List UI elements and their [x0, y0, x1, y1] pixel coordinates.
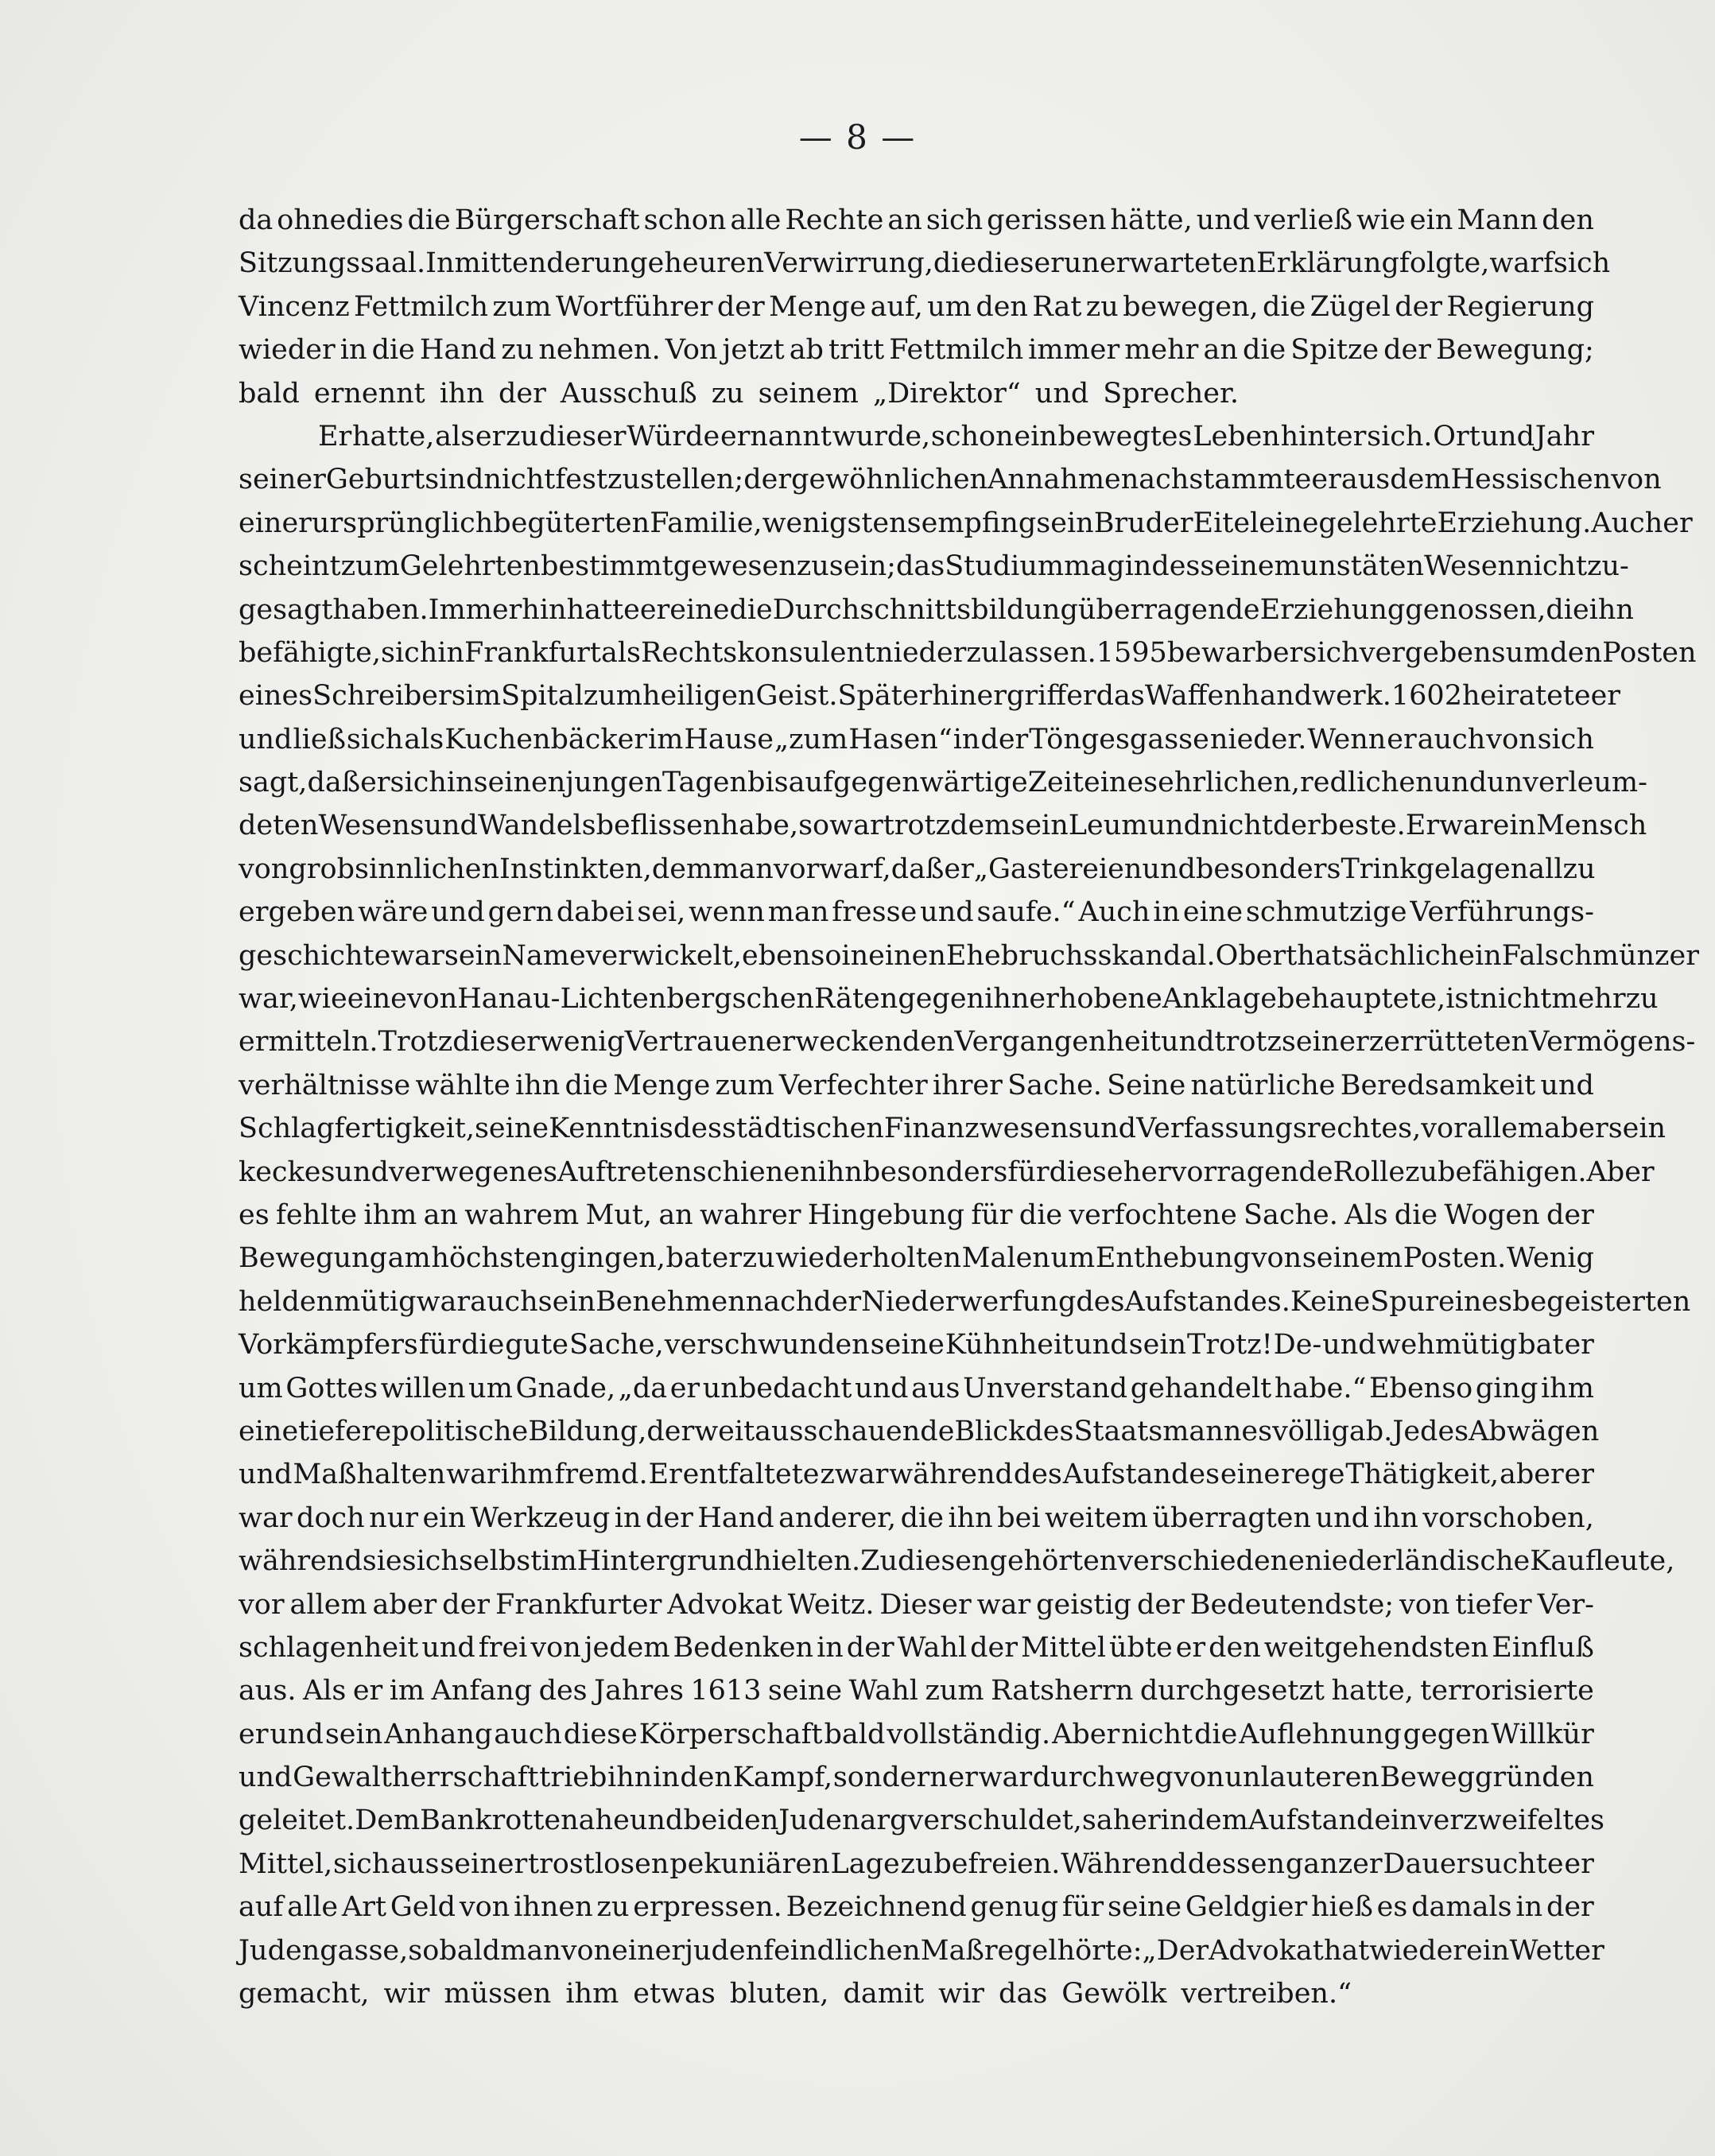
text-line: und Gewaltherrschaft trieb ihn in den Kampf, sondern er war durchweg von unlauteren Beweggründen [239, 1762, 1594, 1794]
text-line: keckes und verwegenes Auftreten schienen ihn besonders für diese hervorragende Rolle zu befähigen. Aber [239, 1156, 1655, 1188]
text-line: während sie sich selbst im Hintergrund hielten. Zu diesen gehörten verschiedene niederländische Kaufleute, [239, 1545, 1675, 1578]
text-line: ermitteln. Trotz dieser wenig Vertrauen erweckenden Vergangenheit und trotz seiner zerrütteten Vermögens- [239, 1026, 1696, 1059]
text-line: eine tiefere politische Bildung, der weit ausschauende Blick des Staatsmannes völlig ab. Jedes Abwägen [239, 1415, 1600, 1447]
text-line: um Gottes willen um Gnade, „da er unbedacht und aus Unverstand gehandelt habe.“ Ebenso ging ihm [239, 1372, 1594, 1404]
text-line: Bewegung am höchsten gingen, bat er zu wiederholten Malen um Enthebung von seinem Posten. Wenig [239, 1242, 1594, 1275]
text-line: und ließ sich als Kuchenbäcker im Hause „zum Hasen“ in der Töngesgasse nieder. Wenn er auch von sich [239, 723, 1594, 756]
text-line: geschichte war sein Name verwickelt, ebenso in einen Ehebruchsskandal. Ob er thatsächlich ein Falschmünzer [239, 939, 1699, 972]
text-line: Judengasse, sobald man von einer judenfeindlichen Maßregel hörte: „Der Advokat hat wieder ein Wetter [239, 1934, 1604, 1967]
text-line: war doch nur ein Werkzeug in der Hand anderer, die ihn bei weitem überragten und ihn vorschoben, [239, 1501, 1594, 1534]
text-line: seiner Geburt sind nicht festzustellen; der gewöhnlichen Annahme nach stammte er aus dem Hessischen von [239, 464, 1662, 496]
text-line: er und sein Anhang auch diese Körperschaft bald vollständig. Aber nicht die Auflehnung gegen Willkür [239, 1718, 1594, 1750]
text-line: vor allem aber der Frankfurter Advokat Weitz. Dieser war geistig der Bedeutendste; von tiefer Ver- [239, 1588, 1594, 1621]
text-line: Sitzungssaal. Inmitten der ungeheuren Verwirrung, die dieser unerwarteten Erklärung folgte, warf sich [239, 247, 1611, 280]
text-line: aus. Als er im Anfang des Jahres 1613 seine Wahl zum Ratsherrn durchgesetzt hatte, terrorisierte [239, 1675, 1594, 1707]
text-line: schlagenheit und frei von jedem Bedenken in der Wahl der Mittel übte er den weitgehendsten Einfluß [239, 1631, 1594, 1664]
text-line: Schlagfertigkeit, seine Kenntnis des städtischen Finanzwesens und Verfassungsrechtes, vor allem aber sein [239, 1113, 1666, 1145]
text-line: einer ursprünglich begüterten Familie, wenigstens empfing sein Bruder Eitel eine gelehrte Erziehung. Auch er [239, 507, 1693, 539]
text-line: und Maßhalten war ihm fremd. Er entfaltete zwar während des Aufstandes eine rege Thätigkeit, aber er [239, 1459, 1594, 1491]
text-line: deten Wesens und Wandels beflissen habe, so war trotzdem sein Leumund nicht der beste. Er war ein Mensch [239, 810, 1647, 842]
page-number: — 8 — [798, 118, 917, 157]
text-line: eines Schreibers im Spital zum heiligen Geist. Späterhin ergriff er das Waffenhandwerk. 1602 heiratete er [239, 680, 1621, 713]
text-line: da ohnedies die Bürgerschaft schon alle Rechte an sich gerissen hätte, und verließ wie ein Mann den [239, 204, 1594, 236]
text-line: bald ernennt ihn der Ausschuß zu seinem „Direktor“ und Sprecher. [239, 377, 1239, 410]
text-line: heldenmütig war auch sein Benehmen nach der Niederwerfung des Aufstandes. Keine Spur eines begeisterten [239, 1285, 1691, 1318]
text-line: gesagt haben. Immerhin hatte er eine die Durchschnittsbildung überragende Erziehung genossen, die ihn [239, 593, 1634, 626]
text-line: ergeben wäre und gern dabei sei, wenn man fresse und saufe.“ Auch in eine schmutzige Verführungs- [239, 896, 1594, 929]
text-line: es fehlte ihm an wahrem Mut, an wahrer Hingebung für die verfochtene Sache. Als die Wogen der [239, 1198, 1594, 1231]
text-line: scheint zum Gelehrten bestimmt gewesen zu sein; das Studium mag indes seinem unstäten Wesen nicht zu- [239, 550, 1629, 583]
text-line: Er hatte, als er zu dieser Würde ernannt wurde, schon ein bewegtes Leben hinter sich. Ort und Jahr [318, 420, 1594, 453]
text-line: sagt, daß er sich in seinen jungen Tagen bis auf gegenwärtige Zeit eines ehrlichen, redlichen und unverleum- [239, 767, 1647, 799]
text-line: von grobsinnlichen Instinkten, dem man vorwarf, daß er „Gastereien und besonders Trinkgelagen allzu [239, 853, 1596, 885]
text-line: war, wie eine von Hanau-Lichtenbergschen Räten gegen ihn erhobene Anklage behauptete, ist nicht mehr zu [239, 983, 1659, 1016]
text-line: geleitet. Dem Bankrotte nahe und bei den Juden arg verschuldet, sah er in dem Aufstand ein verzweifeltes [239, 1804, 1605, 1837]
text-line: wieder in die Hand zu nehmen. Von jetzt ab tritt Fettmilch immer mehr an die Spitze der Bewegung; [239, 334, 1594, 367]
text-line: befähigte, sich in Frankfurt als Rechtskonsulent niederzulassen. 1595 bewarb er sich vergebens um den Posten [239, 636, 1697, 669]
text-line: Mittel, sich aus seiner trostlosen pekuniären Lage zu befreien. Während dessen ganzer Dauer suchte er [239, 1847, 1594, 1880]
paragraph [239, 415, 1699, 2015]
body-text [239, 199, 1699, 2015]
paragraph [239, 199, 1611, 415]
text-line: auf alle Art Geld von ihnen zu erpressen. Bezeichnend genug für seine Geldgier hieß es damals in der [239, 1891, 1594, 1924]
text-line: gemacht, wir müssen ihm etwas bluten, damit wir das Gewölk vertreiben.“ [239, 1978, 1352, 2010]
text-line: Vorkämpfers für die gute Sache, verschwunden seine Kühnheit und sein Trotz! De- und wehmütig bat er [239, 1329, 1594, 1362]
text-line: verhältnisse wählte ihn die Menge zum Verfechter ihrer Sache. Seine natürliche Beredsamkeit und [239, 1069, 1594, 1101]
text-line: Vincenz Fettmilch zum Wortführer der Menge auf, um den Rat zu bewegen, die Zügel der Regierung [239, 290, 1594, 323]
